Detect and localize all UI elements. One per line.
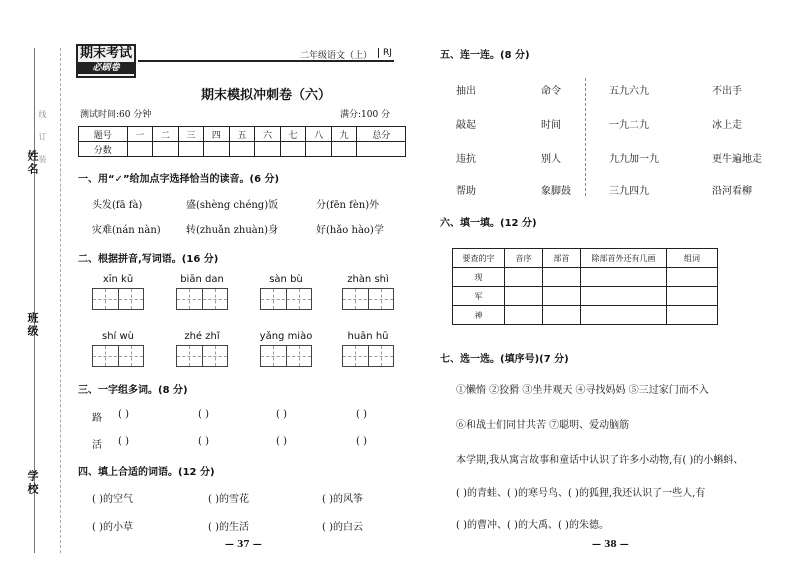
q5-word[interactable]: 冰上走 <box>712 120 742 131</box>
q3-blank[interactable]: ( ) <box>276 436 287 447</box>
score-cell[interactable] <box>255 142 281 157</box>
table-row <box>453 268 718 287</box>
edition-label: RJ <box>378 48 392 58</box>
q4-title: 四、填上合适的词语。(12 分) <box>78 467 215 478</box>
table-header: 组词 <box>667 249 718 268</box>
q5-word[interactable]: 违抗 <box>456 154 476 165</box>
score-table <box>78 126 406 157</box>
logo-bottom: 必刷卷 <box>78 62 134 74</box>
q4-item[interactable]: ( )的小草 <box>92 522 133 533</box>
q7-sentence[interactable]: ( )的曹冲、( )的大禹、( )的朱德。 <box>456 520 609 531</box>
answer-cell[interactable] <box>543 287 581 306</box>
logo-top: 期末考试 <box>79 46 132 61</box>
answer-cell[interactable] <box>581 306 667 325</box>
binding-dash <box>60 48 61 553</box>
pinyin-label: huān hū <box>347 331 389 342</box>
q1-item[interactable]: 盛(shèng chéng)饭 <box>186 200 279 211</box>
pinyin-label: shí wù <box>101 331 135 342</box>
score-cell[interactable] <box>178 142 204 157</box>
exam-logo <box>76 44 136 78</box>
q5-word[interactable]: 命令 <box>541 86 561 97</box>
q1-item[interactable]: 转(zhuǎn zhuàn)身 <box>186 225 279 236</box>
q5-word[interactable]: 别人 <box>541 154 561 165</box>
q5-word[interactable]: 九九加一九 <box>609 154 659 165</box>
score-row <box>79 142 406 157</box>
score-header-cell: 九 <box>331 127 357 142</box>
score-header-cell: 八 <box>306 127 332 142</box>
score-header-cell: 一 <box>127 127 153 142</box>
score-cell[interactable] <box>204 142 230 157</box>
score-header-cell: 题号 <box>79 127 128 142</box>
q7-sentence[interactable]: ( )的青蛙、( )的寒号鸟、( )的狐狸,我还认识了一些人,有 <box>456 488 706 499</box>
writing-grid[interactable] <box>342 345 394 367</box>
writing-grid[interactable] <box>176 288 228 310</box>
table-header: 除部首外还有几画 <box>581 249 667 268</box>
table-row <box>453 287 718 306</box>
score-row-label: 分数 <box>79 142 128 157</box>
q3-blank[interactable]: ( ) <box>356 436 367 447</box>
score-cell[interactable] <box>306 142 332 157</box>
pinyin-label: biān dan <box>180 274 224 285</box>
q1-item[interactable]: 分(fēn fèn)外 <box>316 200 380 211</box>
q4-item[interactable]: ( )的生活 <box>208 522 249 533</box>
q2-title: 二、根据拼音,写词语。(16 分) <box>78 254 219 265</box>
table-header: 音序 <box>505 249 543 268</box>
writing-grid[interactable] <box>92 345 144 367</box>
score-cell[interactable] <box>280 142 306 157</box>
q5-word[interactable]: 不出手 <box>712 86 742 97</box>
writing-grid[interactable] <box>342 288 394 310</box>
score-header-cell: 七 <box>280 127 306 142</box>
q1-item[interactable]: 头发(fā fà) <box>92 200 143 211</box>
writing-grid[interactable] <box>92 288 144 310</box>
table-char: 军 <box>453 287 505 306</box>
score-cell[interactable] <box>229 142 255 157</box>
answer-cell[interactable] <box>505 268 543 287</box>
score-header-cell: 四 <box>204 127 230 142</box>
q5-word[interactable]: 帮助 <box>456 186 476 197</box>
score-header-cell: 二 <box>153 127 179 142</box>
q3-blank[interactable]: ( ) <box>118 409 129 420</box>
answer-cell[interactable] <box>543 268 581 287</box>
table-header: 部首 <box>543 249 581 268</box>
grade-label: 二年级语文（上） <box>300 51 373 61</box>
q3-char: 路 <box>92 413 102 424</box>
q5-word[interactable]: 三九四九 <box>609 186 649 197</box>
q5-title: 五、连一连。(8 分) <box>440 50 530 61</box>
score-header-cell: 总分 <box>357 127 406 142</box>
q7-sentence[interactable]: 本学期,我从寓言故事和童话中认识了许多小动物,有( )的小蝌蚪、 <box>456 455 744 466</box>
full-score: 满分:100 分 <box>340 110 391 120</box>
score-header-cell: 五 <box>229 127 255 142</box>
q3-blank[interactable]: ( ) <box>118 436 129 447</box>
score-header-row <box>79 127 406 142</box>
q5-word[interactable]: 更牛遍地走 <box>712 154 762 165</box>
binding-marks: 线 订 装 <box>38 110 47 170</box>
q5-word[interactable]: 敲起 <box>456 120 476 131</box>
q3-title: 三、一字组多词。(8 分) <box>78 385 188 396</box>
score-header-cell: 三 <box>178 127 204 142</box>
class-label: 班级 <box>26 312 39 338</box>
q6-title: 六、填一填。(12 分) <box>440 218 537 229</box>
table-row <box>453 306 718 325</box>
score-cell[interactable] <box>153 142 179 157</box>
pinyin-label: sàn bù <box>269 274 303 285</box>
answer-cell[interactable] <box>581 287 667 306</box>
q4-item[interactable]: ( )的雪花 <box>208 494 249 505</box>
q5-word[interactable]: 沿河看柳 <box>712 186 752 197</box>
q5-word[interactable]: 抽出 <box>456 86 476 97</box>
score-cell[interactable] <box>357 142 406 157</box>
q7-title: 七、选一选。(填序号)(7 分) <box>440 354 569 365</box>
answer-cell[interactable] <box>667 306 718 325</box>
q5-word[interactable]: 象脚鼓 <box>541 186 571 197</box>
answer-cell[interactable] <box>505 306 543 325</box>
table-header: 要查的字 <box>453 249 505 268</box>
page-number-left: — 37 — <box>225 540 262 550</box>
q4-item[interactable]: ( )的空气 <box>92 494 133 505</box>
page-title: 期末模拟冲刺卷（六） <box>200 88 331 103</box>
score-header-cell: 六 <box>255 127 281 142</box>
answer-cell[interactable] <box>543 306 581 325</box>
table-char: 现 <box>453 268 505 287</box>
q3-blank[interactable]: ( ) <box>276 409 287 420</box>
q5-divider <box>585 78 586 196</box>
q3-blank[interactable]: ( ) <box>356 409 367 420</box>
q5-word[interactable]: 五九六九 <box>609 86 649 97</box>
score-cell[interactable] <box>127 142 153 157</box>
table-header-row <box>453 249 718 268</box>
test-time: 测试时间:60 分钟 <box>80 110 152 120</box>
name-label: 姓名 <box>26 150 39 176</box>
writing-grid[interactable] <box>176 345 228 367</box>
pinyin-label: zhàn shì <box>347 274 389 285</box>
q7-options: ⑥和战士们同甘共苦 ⑦聪明、爱动脑筋 <box>456 420 630 431</box>
dictionary-table <box>452 248 718 325</box>
school-label: 学校 <box>26 470 39 496</box>
pinyin-label: zhé zhǐ <box>184 331 220 342</box>
answer-cell[interactable] <box>667 268 718 287</box>
q3-blank[interactable]: ( ) <box>198 409 209 420</box>
q1-item[interactable]: 灾难(nán nàn) <box>92 225 161 236</box>
score-cell[interactable] <box>331 142 357 157</box>
q1-title: 一、用“✓”给加点字选择恰当的读音。(6 分) <box>78 174 280 185</box>
q3-blank[interactable]: ( ) <box>198 436 209 447</box>
writing-grid[interactable] <box>260 345 312 367</box>
writing-grid[interactable] <box>260 288 312 310</box>
pinyin-label: yǎng miào <box>259 331 313 342</box>
answer-cell[interactable] <box>667 287 718 306</box>
table-char: 神 <box>453 306 505 325</box>
answer-cell[interactable] <box>505 287 543 306</box>
pinyin-label: xīn kǔ <box>102 274 134 285</box>
q3-char: 活 <box>92 440 102 451</box>
q4-item[interactable]: ( )的白云 <box>322 522 363 533</box>
q5-word[interactable]: 时间 <box>541 120 561 131</box>
answer-cell[interactable] <box>581 268 667 287</box>
q7-options: ①懒惰 ②狡猾 ③坐井观天 ④寻找妈妈 ⑤三过家门而不入 <box>456 385 709 396</box>
q1-item[interactable]: 好(hǎo hào)学 <box>316 225 384 236</box>
q4-item[interactable]: ( )的风筝 <box>322 494 363 505</box>
q5-word[interactable]: 一九二九 <box>609 120 649 131</box>
page-number-right: — 38 — <box>592 540 629 550</box>
